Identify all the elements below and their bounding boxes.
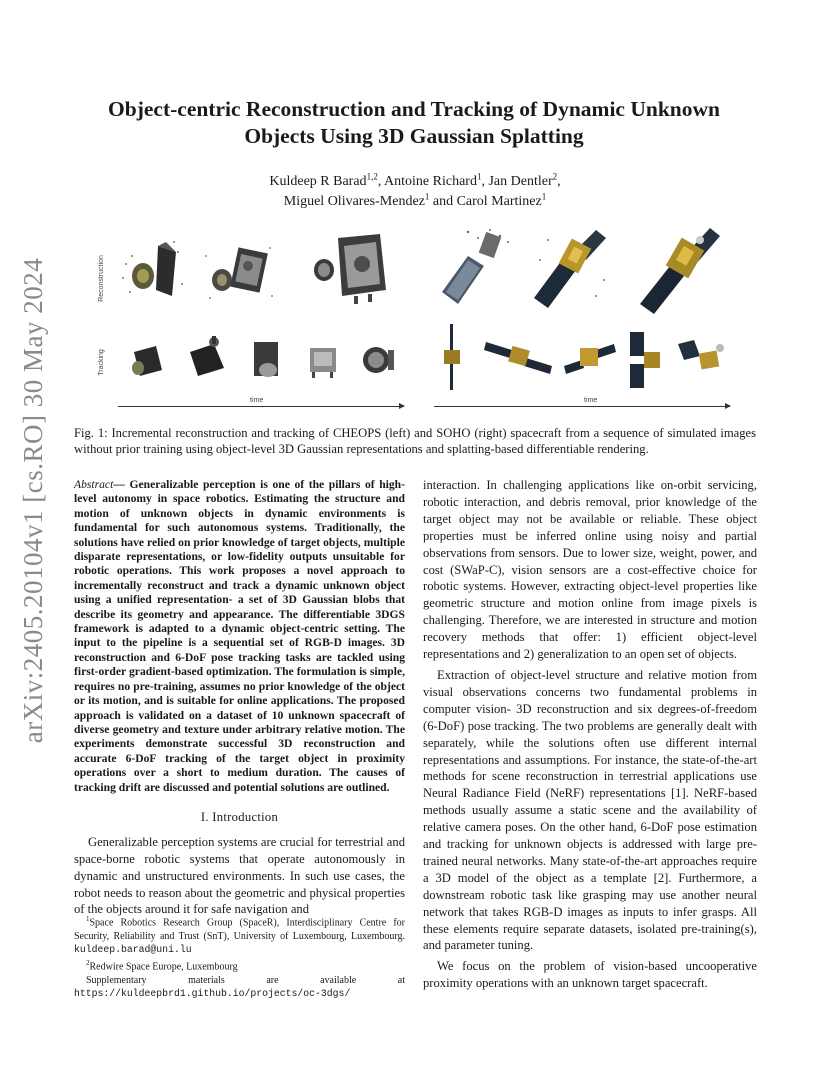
time-label-left: time xyxy=(250,397,264,404)
cheops-reconstruction-2 xyxy=(200,236,278,306)
abstract xyxy=(74,478,405,795)
cheops-reconstruction-3 xyxy=(310,228,392,306)
time-label-right: time xyxy=(584,397,598,404)
row-label-reconstruction: Reconstruction xyxy=(97,254,105,302)
author-4: Miguel Olivares-Mendez xyxy=(283,194,425,209)
abstract-text: — Generalizable perception is one of the pillars of high-level autonomy in space robotics. Estimating the structure and motion of unknown objects in dynamic environments is fundamental for such autonomous systems. Traditionally, the solutions have relied on prior knowledge of target objects, multiple disparate representations, or low-fidelity outputs unsuitable for robotic operations. This work proposes a novel approach to incrementally reconstruct and track a dynamic unknown object using a unified representation- a set of 3D Gaussian blobs that describe its geometry and appearance. The differentiable 3DGS framework is adapted to a dynamic object-centric setting. The input to the pipeline is a sequential set of RGB-D images. 3D reconstruction and 6-DoF pose tracking tasks are tackled using first-order gradient-based optimization. The formulation is simple, requires no pre-training, assumes no prior knowledge of the object or its motion, and is suitable for online applications. The proposed approach is validated on a dataset of 10 unknown spacecraft of diverse geometry and texture under arbitrary relative motion. The experiments demonstrate successful 3D reconstruction and accurate 6-DoF tracking of the target object in proximity operations over a short to medium duration. The causes of tracking drift are discussed and potential solutions are outlined. xyxy=(74,478,405,794)
author-3: Jan Dentler xyxy=(488,174,553,189)
footnote-3: Supplementary materials are available at https://kuldeepbrd1.github.io/projects/oc-3dgs/ xyxy=(74,974,405,1000)
cheops-tracking-3 xyxy=(248,336,288,384)
intro-paragraph-2: interaction. In challenging applications like on-orbit servicing, robotic interaction, and debris removal, prior knowledge of the target object may not be available or reliable. These object properties must be inferred online using noisy and partial observations from sensors. Due to lower size, weight, power, and cost (SWaP-C), vision sensors are a cost-effective choice for robotic systems. However, extracting object-level properties like geometric structure and motion online from image pixels is challenging. Therefore, we are interested in structure and motion recovery methods that offer: 1) efficient object-level representations and 2) generalization to an open set of objects. xyxy=(423,478,757,662)
arxiv-stamp-text: arXiv:2405.20104v1 [cs.RO] 30 May 2024 xyxy=(18,257,49,743)
author-2-affil: 1 xyxy=(476,171,482,182)
paper-title: Object-centric Reconstruction and Tracking of Dynamic Unknown Objects Using 3D Gaussian Splatting xyxy=(108,97,720,148)
right-column xyxy=(423,477,757,992)
figure-1 xyxy=(88,226,738,416)
timeline-arrow-right xyxy=(434,406,730,407)
soho-tracking-5 xyxy=(676,336,728,380)
intro-paragraph-3: Extraction of object-level structure and relative motion from visual observations concerns two fundamental problems in computer vision- 3D reconstruction and six degrees-of-freedom (6-DoF) pose tracking. The two problems are generally dealt with separately, while the solutions often use different internal representations and assumptions. For instance, the state-of-the-art methods for scene reconstruction in terrestrial applications use Neural Radiance Field (NeRF) representations [1]. NeRF-based methods usually assume a static scene and the availability of relative camera poses. On the other hand, 6-DoF pose estimation and tracking for unknown objects is addressed with large pre-trained neural networks. Many state-of-the-art approaches require a 3D model of the object as a template [2]. Furthermore, a downstream robotic task like grasping may use another neural network that takes RGB-D images as inputs to infer grasps. All these elements require separate datasets, isolated pre-training(s), and parameter tuning. xyxy=(423,667,757,953)
row-label-tracking: Tracking xyxy=(97,348,105,376)
timeline-arrow-left xyxy=(118,406,404,407)
supplementary-link[interactable]: https://kuldeepbrd1.github.io/projects/oc-3dgs/ xyxy=(74,988,351,1000)
author-2: Antoine Richard xyxy=(384,174,477,189)
author-5: Carol Martinez xyxy=(456,194,542,209)
intro-paragraph-4: We focus on the problem of vision-based uncooperative proximity operations with an unknown target spacecraft. xyxy=(423,959,757,991)
author-5-affil: 1 xyxy=(541,191,547,202)
footnotes xyxy=(74,913,405,1001)
soho-reconstruction-2 xyxy=(528,220,618,310)
figure-caption: Fig. 1: Incremental reconstruction and tracking of CHEOPS (left) and SOHO (right) spacecraft from a sequence of simulated images without prior training using object-level 3D Gaussian representations and splatting-based differentiable rendering. xyxy=(74,426,756,456)
cheops-tracking-1 xyxy=(126,338,170,382)
section-heading-introduction: I. Introduction xyxy=(200,809,279,824)
author-email: kuldeep.barad@uni.lu xyxy=(74,944,192,956)
footnote-1: $^1$Space Robotics Research Group (SpaceR), Interdisciplinary Centre for Security, Reliability and Trust (SnT), University of Luxembourg, Luxembourg. kuldeep.barad@uni.lu xyxy=(74,915,405,956)
arxiv-stamp xyxy=(4,230,64,770)
author-3-affil: 2 xyxy=(552,171,558,182)
cheops-reconstruction-1 xyxy=(118,234,188,304)
soho-tracking-3 xyxy=(562,338,618,378)
author-1: Kuldeep R Barad xyxy=(269,174,367,189)
cheops-tracking-4 xyxy=(302,340,344,382)
soho-reconstruction-3 xyxy=(636,222,728,314)
cheops-tracking-2 xyxy=(184,334,230,382)
abstract-lead: Abstract xyxy=(74,478,114,491)
cheops-tracking-5 xyxy=(358,340,398,380)
footnote-2: $^2$Redwire Space Europe, Luxembourg xyxy=(86,958,238,973)
soho-tracking-2 xyxy=(484,334,554,378)
author-1-affil: 1,2 xyxy=(366,171,378,182)
author-4-affil: 1 xyxy=(424,191,430,202)
soho-tracking-4 xyxy=(628,330,664,390)
soho-tracking-1 xyxy=(434,322,474,392)
left-column xyxy=(74,478,405,918)
author-list: Kuldeep R Barad$^{1,2}$, Antoine Richard$^1$, Jan Dentler$^2$, Miguel Olivares-Mendez$^1$ and Carol Martinez$^1$ xyxy=(269,171,561,209)
intro-paragraph-1: Generalizable perception systems are crucial for terrestrial and space-borne robotic systems that operate autonomously in dynamic and unstructured environments. In such use cases, the robot needs to reason about the geometric and physical properties of the objects around it for safe navigation and xyxy=(74,834,405,917)
soho-reconstruction-1 xyxy=(438,226,518,308)
